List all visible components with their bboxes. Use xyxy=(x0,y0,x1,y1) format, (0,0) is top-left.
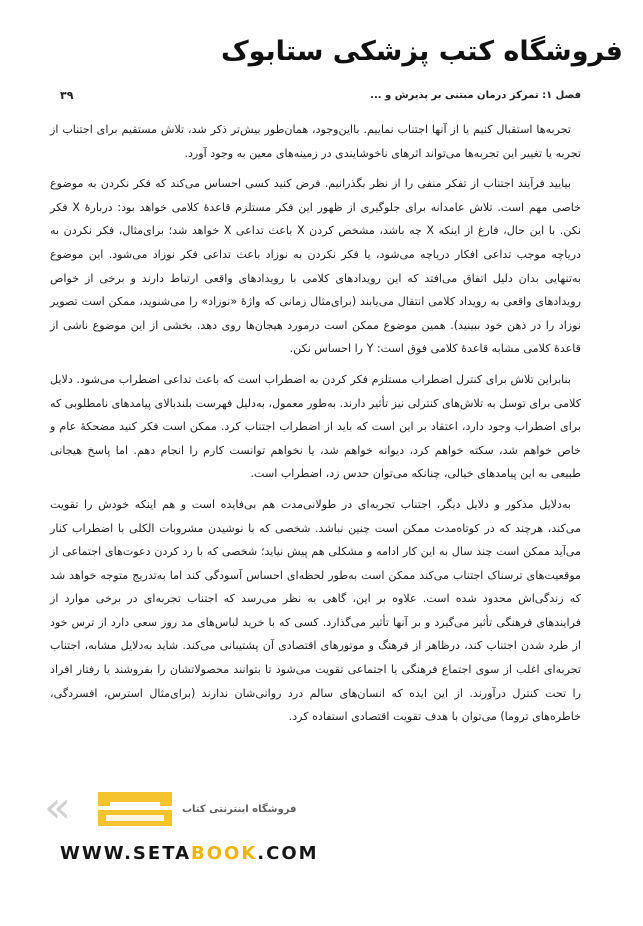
paragraph: تجربه‌ها استقبال کنیم یا از آنها اجتناب نماییم. بااین‌وجود، همان‌طور بیش‌تر ذکر شد، تلاش مستقیم برای اجتناب از تجربه یا تغییر این تجربه‌ها می‌تواند اثرهای ناخوشایندی در زمینه‌های معین به وجود آورد. xyxy=(50,123,581,160)
website-url xyxy=(60,843,319,864)
setabook-watermark xyxy=(44,782,304,840)
url-prefix: WWW.SETA xyxy=(60,843,192,864)
paragraph: بیایید فرآیند اجتناب از تفکر منفی را از نظر بگذرانیم. فرض کنید کسی احساس می‌کند که فکر نکردن به موضوع خاصی مهم است. تلاش عامدانه برای جلوگیری از ظهور این فکر مستلزم قاعدهٔ کلامی خواهد بود: دربارهٔ X فکر نکن. با این حال، فارغ از اینکه X چه باشد، مشخص کردن X باعث تداعی X خواهد شد؛ برای‌مثال، فکر نکردن به دریاچه موجب تداعی افکار دریاچه می‌شود، یا فکر نکردن به نوزاد باعث تداعی فکر نوزاد می‌شود. این موضوع به‌تنهایی بدان دلیل اتفاق می‌افتد که این رویدادهای کلامی با رویدادهای واقعی ارتباط دارند و برخی از خواص رویدادهای واقعی به رویداد کلامی انتقال می‌یابند (برای‌مثال زمانی که واژهٔ «نوزاد» را می‌شنوید، ممکن است تصویر نوزاد را در ذهن خود ببینید). همین موضوع ممکن است درمورد هیجان‌ها روی دهد. بخشی از این موضوع ناشی از قاعدهٔ کلامی مشابه قاعدهٔ کلامی فوق است: Y را احساس نکن. xyxy=(50,177,581,356)
paragraph: به‌دلایل مذکور و دلایل دیگر، اجتناب تجربه‌ای در طولانی‌مدت هم بی‌فایده است و هم اینکه خودش را تقویت می‌کند، هرچند که در کوتاه‌مدت ممکن است چنین نباشد. شخصی که با نوشیدن مشروبات الکلی با اضطراب کنار می‌آید ممکن است چند سال به این کار ادامه و مشکلی هم پیش نیاید؛ شخصی که با رد کردن دعوت‌های اجتماعی از موقعیت‌های ترسناک اجتناب می‌کند ممکن است به‌طور لحظه‌ای احساس آسودگی کند اما به‌تدریج متوجه خواهد شد که زندگی‌اش محدود شده است. علاوه بر این، گاهی به نظر می‌رسد که اجتناب تجربه‌ای در برخی موارد از فرایندهای فرهنگی تأثیر می‌گیرد و بر آنها تأثیر می‌گذارد. کسی که با خرید لباس‌های مد روز سعی دارد از ترس خود از طرد شدن اجتناب کند، درظاهر از فرهنگ و موتورهای اقتصادی آن پشتیبانی می‌کند. شاید به‌دلایل مشابه، اجتناب تجربه‌ای اغلب از سوی اجتماع فرهنگی یا اجتماعی تقویت می‌شود تا بتوانند محصولاتشان را بفروشند یا رفتار افراد را تحت کنترل درآورند. از این ایده که انسان‌های سالم درد روانی‌شان ندارند (برای‌مثال استرس، افسردگی، خاطره‌های تروما) می‌توان با هدف تقویت اقتصادی استفاده کرد. xyxy=(50,497,581,724)
watermark-brand-text: فروشگاه اینترنتی کتاب xyxy=(182,804,297,815)
page-number: ۳۹ xyxy=(60,88,74,102)
url-accent: BOOK xyxy=(191,843,258,864)
double-chevron-icon: « xyxy=(44,782,61,833)
brand-title: فروشگاه کتب پزشکی ستابوک xyxy=(220,36,623,67)
url-suffix: .COM xyxy=(257,843,319,864)
setabook-logo-mark xyxy=(92,782,178,836)
running-header xyxy=(60,86,581,104)
body-text xyxy=(50,118,581,736)
paragraph: بنابراین تلاش برای کنترل اضطراب مستلزم فکر کردن به اضطراب است که باعث تداعی اضطراب می‌شود. دلایل کلامی برای توسل به تلاش‌های کنترلی نیز تأثیر دارند. به‌طور معمول، به‌دلیل فهرست بلندبالای پیامدهای نامطلوبی که برای اضطراب وجود دارد، اعتقاد بر این است که باید از اضطراب اجتناب کرد. ممکن است فکر کنید مضحکهٔ عام و خاص خواهم شد، سکته خواهم کرد، دیوانه خواهم شد، یا نخواهم توانست کارم را انجام دهم. اما پاسخ هیجانی طبیعی به این پیامدهای خیالی، چنانکه می‌توان حدس زد، اضطراب است. xyxy=(50,372,581,481)
chapter-title: فصل ۱: تمرکز درمان مبتنی بر پذیرش و ... xyxy=(370,89,581,101)
